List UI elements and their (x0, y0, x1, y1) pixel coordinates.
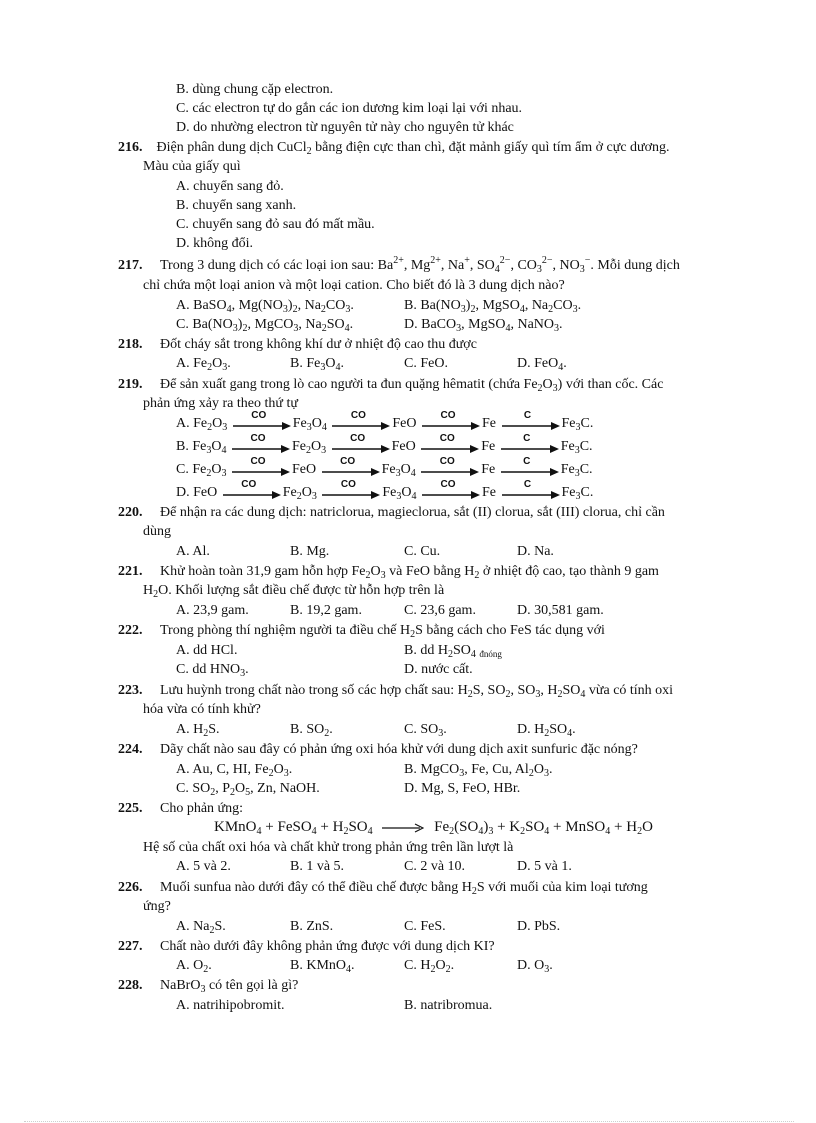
question-number: 216. (118, 140, 143, 155)
option-d: D. FeO CO $Fe_2O_3$ CO $Fe_3O_4$ CO Fe C $Fe_3C$. (176, 479, 594, 503)
option-b: B. ZnS. (290, 919, 334, 934)
question-226: 226. Muối sunfua nào dưới đây có thể điều chế được bằng $H_2S$ với muối của kim loại tương (118, 880, 648, 897)
option-d: D. 5 và 1. (517, 859, 572, 874)
prev-option-b: B. dùng chung cặp electron. (176, 82, 334, 97)
option-c: C. Cu. (404, 544, 441, 559)
question-228: 228. NaBrO$_3$ có tên gọi là gì? (118, 978, 299, 995)
question-224: 224. Dãy chất nào sau đây có phản ứng oxi hóa khử với dung dịch axit sunfuric đặc nóng? (118, 742, 638, 757)
option-a: A. $H_2S$. (176, 722, 220, 739)
option-c: C. $Fe_2O_3$ CO FeO CO $Fe_3O_4$ CO Fe C $Fe_3C$. (176, 456, 593, 480)
option-c: C. dd $HNO_3$. (176, 662, 249, 679)
reaction-arrow: CO (232, 436, 290, 458)
question-225-line3: Hệ số của chất oxi hóa và chất khử trong phản ứng trên lần lượt là (143, 840, 514, 855)
option-a: A. 23,9 gam. (176, 603, 249, 618)
option-a: A. chuyển sang đỏ. (176, 179, 284, 194)
option-b: B. dd $H_2SO_4$ $_{đnóng}$ (404, 643, 502, 660)
option-d: D. $H_2SO_4$. (517, 722, 576, 739)
option-a: A. Au, C, HI, $Fe_2O_3$. (176, 762, 293, 779)
question-222: 222. Trong phòng thí nghiệm người ta điều chế $H_2S$ bằng cách cho FeS tác dụng với (118, 623, 605, 640)
question-221: 221. Khử hoàn toàn 31,9 gam hỗn hợp $Fe_2O_3$ và FeO bằng $H_2$ ở nhiệt độ cao, tạo thành 9 gam (118, 564, 659, 581)
option-d: D. $O_3$. (517, 958, 553, 975)
reaction-arrow: CO (421, 436, 479, 458)
option-c: C. $SO_2$, $P_2O_5$, Zn, NaOH. (176, 781, 320, 798)
option-a: A. $Fe_2O_3$. (176, 356, 231, 373)
reaction-arrow: C (502, 482, 560, 504)
question-216-line2: Màu của giấy quì (143, 159, 241, 174)
reaction-arrow: CO (421, 459, 479, 481)
question-217-line2: chỉ chứa một loại anion và một loại cation. Cho biết đó là 3 dung dịch nào? (143, 278, 565, 293)
option-c: C. $Ba(NO_3)_2$, MgCO$_3$, $Na_2SO_4$. (176, 317, 354, 334)
option-b: B. chuyển sang xanh. (176, 198, 297, 213)
option-b: B. natribromua. (404, 998, 493, 1013)
option-d: D. 30,581 gam. (517, 603, 604, 618)
question-221-line2: $H_2O$. Khối lượng sắt điều chế được từ hỗn hợp trên là (143, 583, 445, 600)
question-220: 220. Để nhận ra các dung dịch: natriclorua, magieclorua, sắt (II) clorua, sắt (III) clorua, chỉ cần (118, 505, 665, 520)
option-c: C. FeO. (404, 356, 448, 371)
option-d: D. Na. (517, 544, 554, 559)
question-216: 216. Điện phân dung dịch CuCl$_2$ bằng điện cực than chì, đặt mảnh giấy quì tím ẩm ở cực dương. (118, 140, 670, 157)
option-d: D. FeO$_4$. (517, 356, 567, 373)
question-227: 227. Chất nào dưới đây không phản ứng được với dung dịch KI? (118, 939, 495, 954)
question-218: 218. Đốt cháy sắt trong không khí dư ở nhiệt độ cao thu được (118, 337, 477, 352)
reaction-arrow: CO (332, 436, 390, 458)
option-b: B. Mg. (290, 544, 330, 559)
reaction-arrow: CO (422, 413, 480, 435)
question-225: 225. Cho phản ứng: (118, 801, 244, 816)
reaction-arrow: CO (233, 413, 291, 435)
prev-option-c: C. các electron tự do gắn các ion dương kim loại lại với nhau. (176, 101, 523, 116)
option-b: B. KMnO$_4$. (290, 958, 355, 975)
option-c: C. 2 và 10. (404, 859, 466, 874)
option-a: A. BaSO$_4$, $Mg(NO_3)_2$, $Na_2CO_3$. (176, 298, 354, 315)
option-c: C. chuyển sang đỏ sau đó mất mầu. (176, 217, 375, 232)
option-d: D. không đổi. (176, 236, 253, 251)
option-d: D. Mg, S, FeO, HBr. (404, 781, 521, 796)
option-a: A. 5 và 2. (176, 859, 231, 874)
option-d: D. PbS. (517, 919, 561, 934)
question-217: 217. Trong 3 dung dịch có các loại ion sau: $Ba^{2+}$, $Mg^{2+}$, Na+, $SO_4^{2-}$, $CO_3^{2-}$, $NO_3^-$. Mỗi dung dịch (118, 255, 680, 275)
option-d: D. nước cất. (404, 662, 473, 677)
option-c: C. $SO_3$. (404, 722, 447, 739)
option-b: B. MgCO$_3$, Fe, Cu, $Al_2O_3$. (404, 762, 553, 779)
page-bottom-divider (24, 1121, 794, 1122)
option-b: B. $SO_2$. (290, 722, 333, 739)
option-c: C. 23,6 gam. (404, 603, 476, 618)
reaction-arrow: CO (422, 482, 480, 504)
option-d: D. BaCO$_3$, MgSO$_4$, NaNO$_3$. (404, 317, 563, 334)
question-219-line2: phản ứng xảy ra theo thứ tự (143, 396, 298, 411)
reaction-arrow: CO (332, 413, 390, 435)
option-b: B. $Fe_3O_4$ CO $Fe_2O_3$ CO FeO CO Fe C $Fe_3C$. (176, 433, 593, 457)
option-b: B. $Fe_3O_4$. (290, 356, 344, 373)
option-a: A. natrihipobromit. (176, 998, 285, 1013)
option-a: A. $O_2$. (176, 958, 212, 975)
reaction-arrow: CO (322, 459, 380, 481)
option-b: B. 1 và 5. (290, 859, 345, 874)
question-223: 223. Lưu huỳnh trong chất nào trong số các hợp chất sau: $H_2S$, $SO_2$, $SO_3$, $H_2SO_4$ vừa có tính oxi (118, 683, 674, 700)
question-220-line2: dùng (143, 524, 171, 539)
option-b: B. $Ba(NO_3)_2$, MgSO$_4$, $Na_2CO_3$. (404, 298, 582, 315)
option-a: A. $Na_2S$. (176, 919, 226, 936)
option-c: C. FeS. (404, 919, 446, 934)
long-arrow-icon (382, 823, 424, 833)
question-223-line2: hóa vừa có tính khử? (143, 702, 261, 717)
option-c: C. $H_2O_2$. (404, 958, 455, 975)
option-a: A. $Fe_2O_3$ CO $Fe_3O_4$ CO FeO CO Fe C $Fe_3C$. (176, 410, 594, 434)
reaction-arrow: C (501, 436, 559, 458)
reaction-arrow: C (501, 459, 559, 481)
reaction-equation: KMnO$_4$ + FeSO$_4$ + $H_2SO_4$ $Fe_2(SO_4)_3 + K_2SO_4$ + MnSO$_4$ + $H_2O$ (214, 819, 653, 837)
question-226-line2: ứng? (143, 899, 171, 914)
reaction-arrow: CO (322, 482, 380, 504)
prev-option-d: D. do nhường electron từ nguyên tử này cho nguyên tử khác (176, 120, 514, 135)
option-a: A. dd HCl. (176, 643, 238, 658)
reaction-arrow: C (502, 413, 560, 435)
reaction-arrow: CO (232, 459, 290, 481)
reaction-arrow: CO (223, 482, 281, 504)
option-b: B. 19,2 gam. (290, 603, 362, 618)
question-219: 219. Để sản xuất gang trong lò cao người ta đun quặng hêmatit (chứa $Fe_2O_3$) với than cốc. Các (118, 377, 664, 394)
option-a: A. Al. (176, 544, 210, 559)
